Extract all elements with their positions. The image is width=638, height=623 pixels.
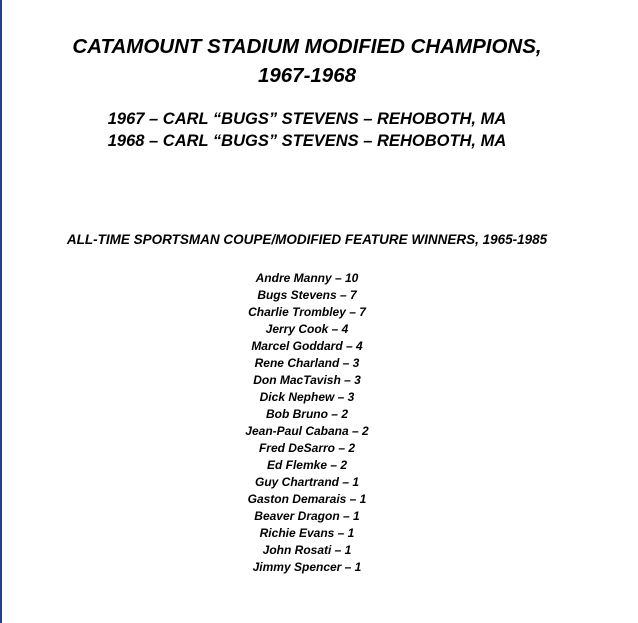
winner-item: Bob Bruno – 2 [265,407,348,421]
winner-item: Bugs Stevens – 7 [257,288,357,302]
winner-item: Jimmy Spencer – 1 [252,560,362,574]
winner-item: Ed Flemke – 2 [266,458,348,472]
winner-item: Don MacTavish – 3 [253,373,361,387]
winner-item: Fred DeSarro – 2 [258,441,356,455]
winner-item: Charlie Trombley – 7 [248,305,366,319]
winner-item: Dick Nephew – 3 [259,390,355,404]
winner-item: Richie Evans – 1 [259,526,355,540]
winner-item: Gaston Demarais – 1 [247,492,367,506]
champions-list [0,108,614,152]
winner-item: Marcel Goddard – 4 [251,339,363,353]
winner-item: Jean-Paul Cabana – 2 [245,424,369,438]
winner-item: Guy Chartrand – 1 [254,475,360,489]
winners-list [0,270,614,576]
winner-item: Andre Manny – 10 [255,271,359,285]
section-title: ALL-TIME SPORTSMAN COUPE/MODIFIED FEATURE WINNERS, 1965-1985 [66,232,548,247]
page-title-line-2: 1967-1968 [257,64,357,87]
winner-item: Beaver Dragon – 1 [254,509,360,523]
page-title-line-1: CATAMOUNT STADIUM MODIFIED CHAMPIONS, [72,35,542,58]
winner-item: John Rosati – 1 [262,543,352,557]
champion-entry: 1968 – CARL “BUGS” STEVENS – REHOBOTH, MA [107,132,507,150]
winner-item: Jerry Cook – 4 [265,322,349,336]
champion-entry: 1967 – CARL “BUGS” STEVENS – REHOBOTH, MA [107,110,507,128]
winner-item: Rene Charland – 3 [254,356,360,370]
page-title [0,32,614,90]
